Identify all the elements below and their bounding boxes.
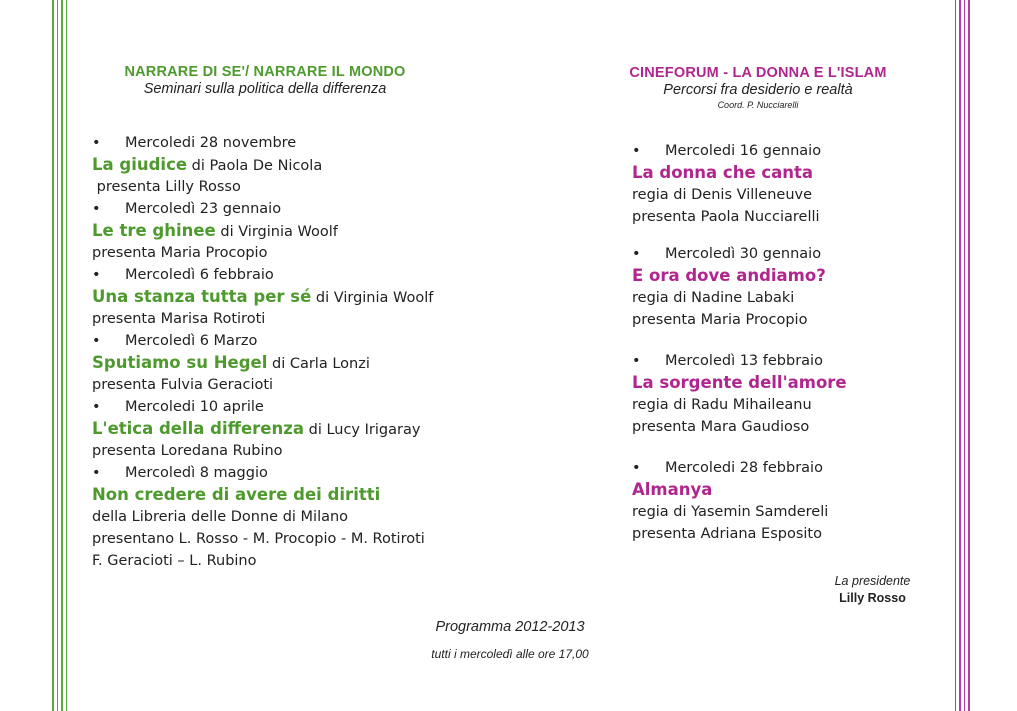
- book-title: Non credere di avere dei diritti: [92, 485, 381, 504]
- event-detail: della Libreria delle Donne di Milano: [92, 509, 349, 525]
- seminar-list: [92, 132, 532, 572]
- event-title-line: [92, 220, 532, 242]
- film-title: E ora dove andiamo?: [632, 266, 826, 285]
- bullet-icon: •: [92, 201, 101, 217]
- border-line-green: [66, 0, 67, 711]
- event-date: • Mercoledì 30 gennaio: [632, 243, 932, 265]
- cineforum-list: [632, 140, 932, 545]
- book-title: Le tre ghinee: [92, 221, 216, 240]
- border-line-magenta: [955, 0, 956, 711]
- film-title: La donna che canta: [632, 163, 814, 182]
- book-author: di Lucy Irigaray: [304, 422, 421, 438]
- bullet-icon: •: [632, 460, 641, 476]
- bullet-icon: •: [632, 246, 641, 262]
- spacer: [632, 438, 932, 457]
- event-presenter: presenta Mara Gaudioso: [632, 419, 810, 435]
- seminar-title: NARRARE DI SE'/ NARRARE IL MONDO: [124, 64, 406, 80]
- event-presenter: presenta Maria Procopio: [92, 245, 268, 261]
- cineforum-header: [600, 65, 916, 110]
- film-title: Almanya: [632, 480, 713, 499]
- bullet-icon: •: [632, 143, 641, 159]
- event-date: • Mercoledì 8 maggio: [92, 462, 532, 484]
- book-title: Una stanza tutta per sé: [92, 287, 312, 306]
- event-date: • Mercoledi 28 novembre: [92, 132, 532, 154]
- bullet-icon: •: [632, 353, 641, 369]
- event-date: • Mercoledì 13 febbraio: [632, 350, 932, 372]
- border-line-magenta: [959, 0, 961, 711]
- seminar-header: [100, 64, 430, 97]
- event-date: • Mercoledi 28 febbraio: [632, 457, 932, 479]
- event-date: • Mercoledi 10 aprile: [92, 396, 532, 418]
- event-presenter: presenta Lilly Rosso: [92, 179, 241, 195]
- spacer: [632, 228, 932, 243]
- book-title: Sputiamo su Hegel: [92, 353, 268, 372]
- bullet-icon: •: [92, 399, 101, 415]
- event-presenter: presenta Fulvia Geracioti: [92, 377, 274, 393]
- book-author: di Paola De Nicola: [187, 158, 323, 174]
- spacer: [632, 331, 932, 350]
- event-presenter: presenta Adriana Esposito: [632, 526, 822, 542]
- event-title-line: [92, 418, 532, 440]
- book-title: L'etica della differenza: [92, 419, 304, 438]
- event-presenter: presenta Loredana Rubino: [92, 443, 283, 459]
- program-year: Programma 2012-2013: [435, 619, 585, 635]
- event-presenter: presenta Maria Procopio: [632, 312, 808, 328]
- event-presenter: presenta Marisa Rotiroti: [92, 311, 266, 327]
- cineforum-subtitle: Percorsi fra desiderio e realtà: [663, 82, 853, 98]
- film-director: regia di Denis Villeneuve: [632, 187, 813, 203]
- book-author: di Virginia Woolf: [311, 290, 434, 306]
- event-title-line: [92, 352, 532, 374]
- event-title-line: [92, 484, 532, 506]
- border-line-magenta: [964, 0, 965, 711]
- event-presenter: presenta Paola Nucciarelli: [632, 209, 820, 225]
- border-line-magenta: [968, 0, 970, 711]
- signature: [800, 574, 945, 605]
- event-title-line: [92, 154, 532, 176]
- film-director: regia di Radu Mihaileanu: [632, 397, 812, 413]
- book-title: La giudice: [92, 155, 188, 174]
- bullet-icon: •: [92, 135, 101, 151]
- cineforum-title: CINEFORUM - LA DONNA E L'ISLAM: [629, 65, 887, 81]
- seminar-subtitle: Seminari sulla politica della differenza: [143, 81, 387, 97]
- event-presenter: F. Geracioti – L. Rubino: [92, 553, 257, 569]
- program-schedule: tutti i mercoledì alle ore 17,00: [431, 647, 589, 661]
- film-director: regia di Nadine Labaki: [632, 290, 795, 306]
- signature-role: La presidente: [834, 574, 911, 588]
- cineforum-coordinator: Coord. P. Nucciarelli: [717, 100, 799, 110]
- book-author: di Carla Lonzi: [267, 356, 370, 372]
- signature-name: Lilly Rosso: [839, 591, 906, 605]
- border-line-green: [61, 0, 63, 711]
- bullet-icon: •: [92, 267, 101, 283]
- border-line-green: [57, 0, 58, 711]
- film-title: La sorgente dell'amore: [632, 373, 847, 392]
- event-date: • Mercoledì 6 Marzo: [92, 330, 532, 352]
- event-date: • Mercoledì 23 gennaio: [92, 198, 532, 220]
- film-director: regia di Yasemin Samdereli: [632, 504, 829, 520]
- bullet-icon: •: [92, 333, 101, 349]
- bullet-icon: •: [92, 465, 101, 481]
- event-date: • Mercoledi 16 gennaio: [632, 140, 932, 162]
- event-title-line: [92, 286, 532, 308]
- book-author: di Virginia Woolf: [215, 224, 338, 240]
- event-date: • Mercoledì 6 febbraio: [92, 264, 532, 286]
- event-presenter: presentano L. Rosso - M. Procopio - M. Rotiroti: [92, 531, 425, 547]
- border-line-green: [52, 0, 54, 711]
